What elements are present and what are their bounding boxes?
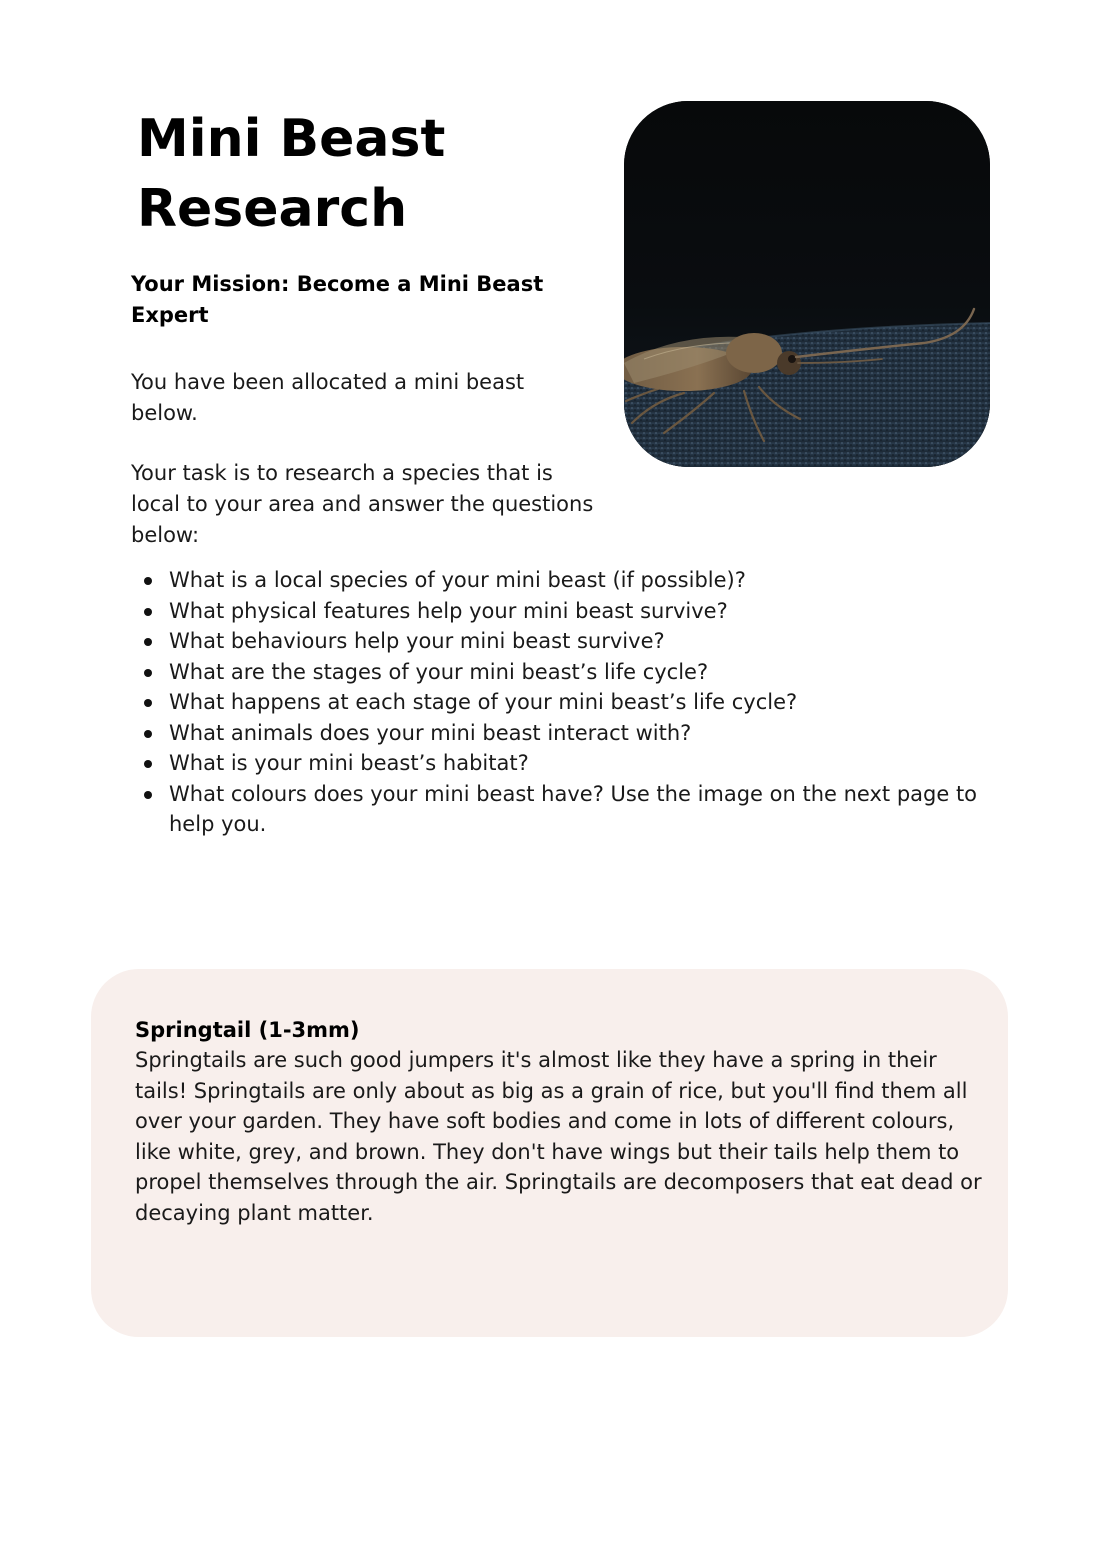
list-item (169, 748, 1009, 779)
question-text: What animals does your mini beast interact with? (169, 720, 692, 745)
bullet-icon (144, 730, 152, 738)
list-item (169, 596, 1009, 627)
mission-heading: Your Mission: Become a Mini Beast Expert (131, 272, 544, 327)
card-title: Springtail (1-3mm) (135, 1018, 360, 1042)
bullet-icon (144, 760, 152, 768)
bullet-icon (144, 669, 152, 677)
card-description: Springtails are such good jumpers it's almost like they have a spring in their tails! Springtails are only about as big as a grain of rice, but you'll find them all over your garden. They have soft bodies and come in lots of different colours, like white, grey, and brown. They don't have wings but their tails help them to propel themselves through the air. Springtails are decomposers that eat dead or decaying plant matter. (135, 1048, 982, 1225)
list-item (169, 657, 1009, 688)
insect-thorax (726, 333, 782, 373)
question-text: What is a local species of your mini beast (if possible)? (169, 568, 746, 592)
question-text: What is your mini beast’s habitat? (169, 751, 529, 775)
question-text: What colours does your mini beast have? Use the image on the next page to help you. (169, 781, 978, 836)
list-item (169, 687, 1009, 718)
list-item (169, 779, 1009, 840)
insect-photo (624, 101, 990, 467)
insect-illustration (624, 101, 990, 467)
question-text: What behaviours help your mini beast survive? (169, 629, 665, 653)
intro-paragraph-allocation: You have been allocated a mini beast below. (131, 370, 525, 425)
research-questions-list (169, 565, 1009, 840)
question-text: What are the stages of your mini beast’s life cycle? (169, 659, 709, 684)
bullet-icon (144, 577, 152, 585)
question-text: What happens at each stage of your mini beast’s life cycle? (169, 690, 798, 714)
bullet-icon (144, 608, 152, 616)
question-text: What physical features help your mini beast survive? (169, 598, 728, 623)
list-item (169, 565, 1009, 596)
bullet-icon (144, 791, 152, 799)
page-title: Mini Beast Research (137, 109, 446, 239)
list-item (169, 718, 1009, 749)
minibeast-info-card (91, 969, 1008, 1337)
list-item (169, 626, 1009, 657)
intro-paragraph-task: Your task is to research a species that is local to your area and answer the questions below: (131, 461, 594, 547)
bullet-icon (144, 699, 152, 707)
bullet-icon (144, 638, 152, 646)
